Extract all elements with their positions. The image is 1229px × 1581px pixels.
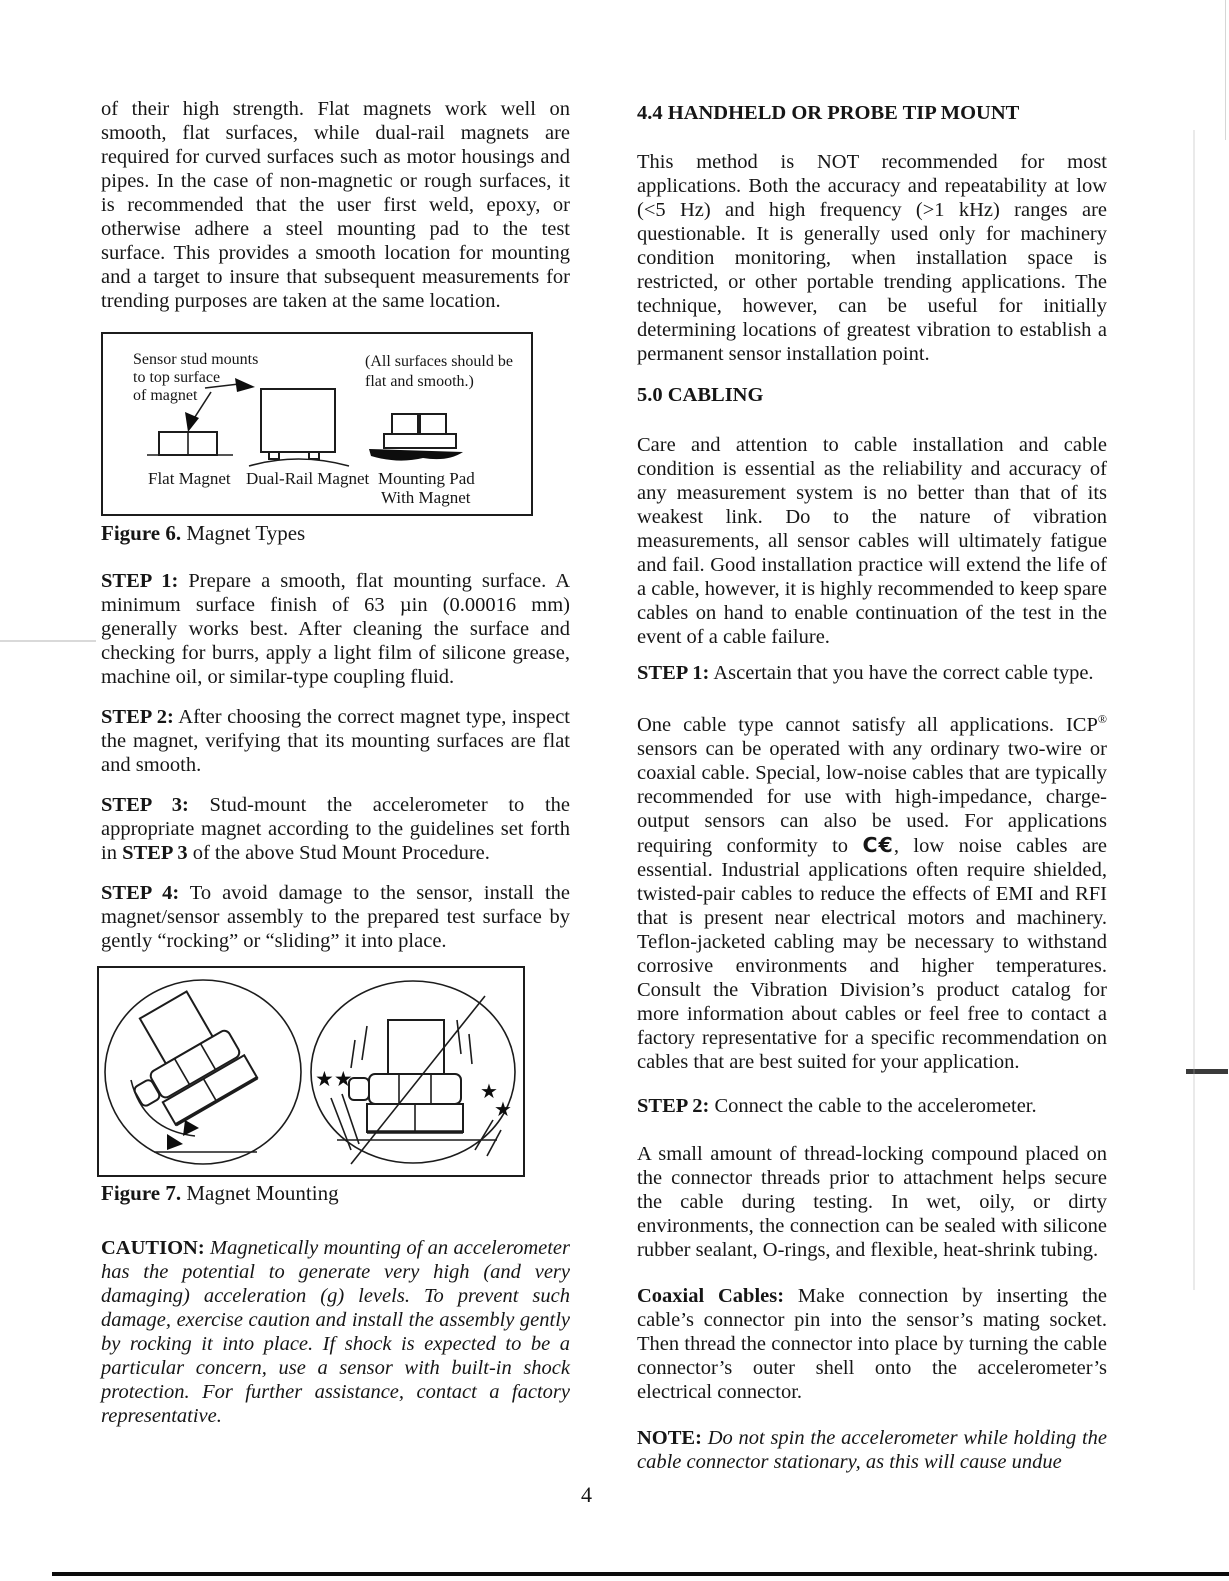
figure6-annotation-left-line1: Sensor stud mounts (133, 351, 259, 368)
section-heading-4-4: 4.4 HANDHELD OR PROBE TIP MOUNT (637, 102, 1020, 124)
impact-star-icon: ★ (480, 1079, 498, 1103)
arrow-icon (183, 1120, 199, 1136)
caution-paragraph: CAUTION: Magnetically mounting of an accelerometer has the potential to generate very high (and very damaging) acceleration (g) levels. To prevent such damage, exercise caution and install the assembly gently by rocking it into place. If shock is expected to be a particular concern, use a sensor with built-in shock protection. For further assistance, contact a factory representative. (101, 1237, 570, 1427)
figure6-annotation-left-line2: to top surface (133, 369, 221, 386)
left-column (101, 97, 570, 1428)
section-heading-5-0: 5.0 CABLING (637, 384, 764, 406)
paragraph-cable-types: One cable type cannot satisfy all applications. ICP® sensors can be operated with any ordinary two-wire or coaxial cable. Special, low-noise cables that are typically recommended for use with high-impedance, charge-output sensors can also be used. For applications requiring conformity to C€, low noise cables are essential. Industrial applications often require shielded, twisted-pair cables to reduce the effects of EMI and RFI that is present near electrical motors and machinery. Teflon-jacketed cabling may be necessary to withstand corrosive environments and higher temperatures. Consult the Vibration Division’s product catalog for more information about cables or feel free to contact a factory representative for a specific recommendation on cables that are best suited for your application. (637, 712, 1107, 1073)
no-impact-drawing (311, 981, 515, 1164)
step3-left-paragraph: STEP 3: Stud-mount the accelerometer to the appropriate magnet according to the guidelines set forth in STEP 3 of the above Stud Mount Procedure. (101, 794, 571, 864)
figure7-caption: Figure 7. Magnet Mounting (101, 1181, 339, 1205)
figure6-caption: Figure 6. Magnet Types (101, 521, 306, 545)
flat-magnet-drawing (147, 432, 233, 455)
step1-left-label: STEP 1: (101, 570, 179, 592)
figure6-annotation-right-line2: flat and smooth.) (365, 373, 474, 390)
paragraph-handheld: This method is NOT recommended for most applications. Both the accuracy and repeatability at low (<5 Hz) and high frequency (>1 kHz) ranges are questionable. It is generally used only for machinery condition monitoring, when installation space is restricted, or other portable trending applications. The technique, however, can be useful for initially determining locations of greatest vibration to establish a permanent sensor installation point. (637, 151, 1107, 365)
step1-right-label: STEP 1: (637, 662, 710, 684)
mounting-pad-label-line1: Mounting Pad (378, 469, 475, 488)
arrow-icon (167, 1134, 183, 1150)
right-column (637, 101, 1107, 1474)
mounting-pad-label-line2: With Magnet (381, 488, 471, 507)
figure7-caption-label: Figure 7. (101, 1181, 182, 1205)
note-label: NOTE: (637, 1427, 702, 1449)
step3-left-label: STEP 3: (101, 794, 189, 816)
coaxial-cables-label: Coaxial Cables: (637, 1285, 785, 1307)
paragraph-thread-locking: A small amount of thread-locking compound placed on the connector threads prior to attachment helps secure the cable during testing. In wet, oily, or dirty environments, the connection can be sealed with silicone rubber sealant, O-rings, and flexible, heat-shrink tubing. (637, 1143, 1107, 1261)
step2-left-paragraph: STEP 2: After choosing the correct magnet type, inspect the magnet, verifying that its mounting surfaces are flat and smooth. (101, 706, 570, 776)
caution-label: CAUTION: (101, 1237, 205, 1259)
figure6-annotation-right-line1: (All surfaces should be (365, 353, 513, 370)
scan-edge-bottom (52, 1572, 1229, 1576)
figure7-box (97, 966, 525, 1177)
figure6-box (101, 332, 533, 516)
paragraph-cabling-care: Care and attention to cable installation and cable condition is essential as the reliability and accuracy of any measurement system is no better than that of its weakest link. Do to the nature of vibration measurements, all sensor cables will ultimately fatigue and fail. Good installation practice will extend the life of a cable, however, it is highly recommended to keep spare cables on hand to enable continuation of the test in the event of a cable failure. (637, 434, 1107, 648)
ce-mark-icon: C€ (862, 833, 894, 857)
page-number: 4 (581, 1482, 592, 1507)
figure6-caption-label: Figure 6. (101, 521, 182, 545)
step2-right-paragraph: STEP 2: Connect the cable to the accelerometer. (637, 1095, 1037, 1117)
flat-magnet-label: Flat Magnet (148, 469, 231, 488)
paragraph-magnet-overview: of their high strength. Flat magnets work well on smooth, flat surfaces, while dual-rail magnets are required for curved surfaces such as motor housings and pipes. In the case of non-magnetic or rough surfaces, it is recommended that the user first weld, epoxy, or otherwise adhere a steel mounting pad to the test surface. This provides a smooth location for mounting and a target to insure that subsequent measurements for trending purposes are taken at the same location. (101, 98, 570, 312)
scan-edge-right (1225, 0, 1226, 140)
step4-left-paragraph: STEP 4: To avoid damage to the sensor, install the magnet/sensor assembly to the prepared test surface by gently “rocking” or “sliding” it into place. (101, 882, 570, 952)
paragraph-coaxial-cables: Coaxial Cables: Make connection by inserting the cable’s connector pin into the sensor’s mating socket. Then thread the connector into place by turning the cable connector’s outer shell onto the accelerometer’s electrical connector. (637, 1285, 1107, 1403)
registered-mark: ® (1097, 712, 1107, 727)
dual-rail-magnet-label: Dual-Rail Magnet (246, 469, 370, 488)
rocking-mount-drawing (104, 980, 301, 1164)
scan-line-right (1193, 130, 1195, 1290)
step1-right-paragraph: STEP 1: Ascertain that you have the correct cable type. (637, 662, 1094, 684)
figure7-illustration (99, 968, 519, 1171)
note-paragraph: NOTE: Do not spin the accelerometer while holding the cable connector stationary, as this will cause undue (637, 1427, 1107, 1473)
step4-left-label: STEP 4: (101, 882, 180, 904)
step2-right-label: STEP 2: (637, 1095, 710, 1117)
step2-left-label: STEP 2: (101, 706, 174, 728)
impact-stars-icon: ★★ (315, 1067, 353, 1091)
scan-dotted-line (0, 640, 96, 642)
figure6-annotation-left-line3: of magnet (133, 387, 198, 404)
impact-star-icon: ★ (494, 1097, 512, 1121)
dual-rail-magnet-drawing (249, 389, 349, 466)
step1-left-paragraph: STEP 1: Prepare a smooth, flat mounting surface. A minimum surface finish of 63 µin (0.00016 mm) generally works best. After cleaning the surface and checking for burrs, apply a light film of silicone grease, machine oil, or similar-type coupling fluid. (101, 570, 571, 688)
figure6-illustration (103, 334, 527, 510)
mounting-pad-drawing (369, 414, 463, 461)
